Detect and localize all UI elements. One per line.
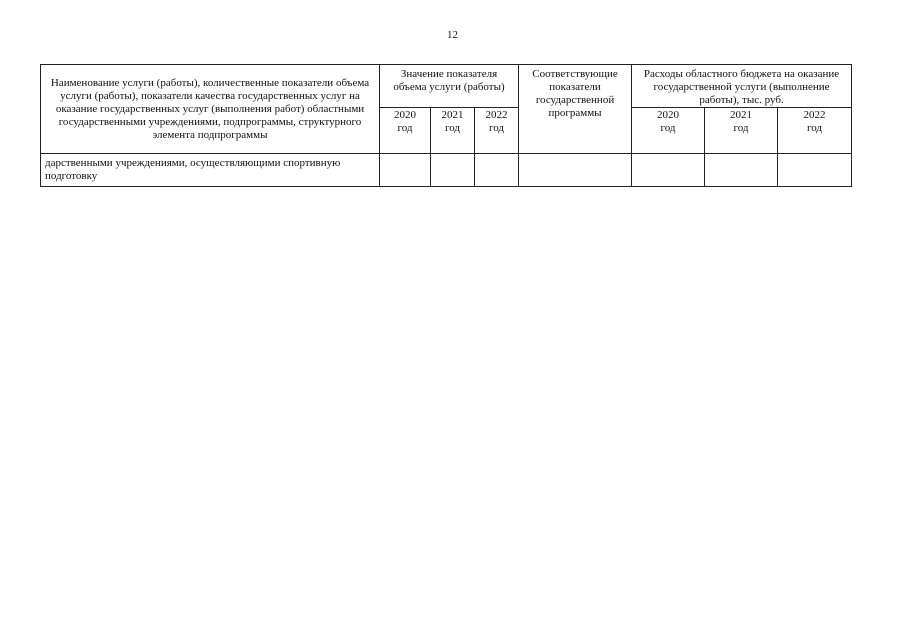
expense-2020-cell xyxy=(632,154,705,187)
indicator-2020-cell xyxy=(380,154,431,187)
year-label: 2021 xyxy=(441,109,464,121)
budget-expenses-header: Расходы областного бюджета на оказание государственной услуги (выполнение работы), тыс. руб. xyxy=(632,65,852,108)
table-header-row xyxy=(41,65,852,108)
year-unit: год xyxy=(444,122,461,134)
indicator-2022-cell xyxy=(475,154,519,187)
year-label: 2020 xyxy=(394,109,416,121)
expense-year-2020-header xyxy=(632,108,705,154)
expense-year-2022-header xyxy=(778,108,852,154)
indicator-2021-cell xyxy=(431,154,475,187)
year-unit: год xyxy=(660,122,676,134)
indicator-year-2020-header xyxy=(380,108,431,154)
program-indicators-header: Соответствующие показатели государственной программы xyxy=(519,65,632,154)
indicator-year-2021-header xyxy=(431,108,475,154)
year-unit: год xyxy=(397,122,413,134)
year-unit: год xyxy=(807,122,823,134)
year-label: 2022 xyxy=(485,109,508,121)
indicator-year-2022-header xyxy=(475,108,519,154)
service-name-cell: дарственными учреждениями, осуществляющими спортивную подготовку xyxy=(41,154,380,187)
year-label: 2020 xyxy=(657,109,680,121)
expense-2021-cell xyxy=(705,154,778,187)
year-label: 2022 xyxy=(803,109,826,121)
service-name-header: Наименование услуги (работы), количественные показатели объема услуги (работы), показатели качества государственных услуг на оказание государственных услуг (выполнения работ) областными государственными учреждениями, подпрограммы, структурного элемента подпрограммы xyxy=(41,65,380,154)
year-label: 2021 xyxy=(730,109,753,121)
expense-2022-cell xyxy=(778,154,852,187)
page-number: 12 xyxy=(447,29,458,41)
year-unit: год xyxy=(488,122,505,134)
indicator-value-header: Значение показателя объема услуги (работы) xyxy=(380,65,519,108)
table-row xyxy=(41,154,852,187)
program-indicator-cell xyxy=(519,154,632,187)
expense-year-2021-header xyxy=(705,108,778,154)
budget-table xyxy=(40,64,852,187)
year-unit: год xyxy=(733,122,749,134)
